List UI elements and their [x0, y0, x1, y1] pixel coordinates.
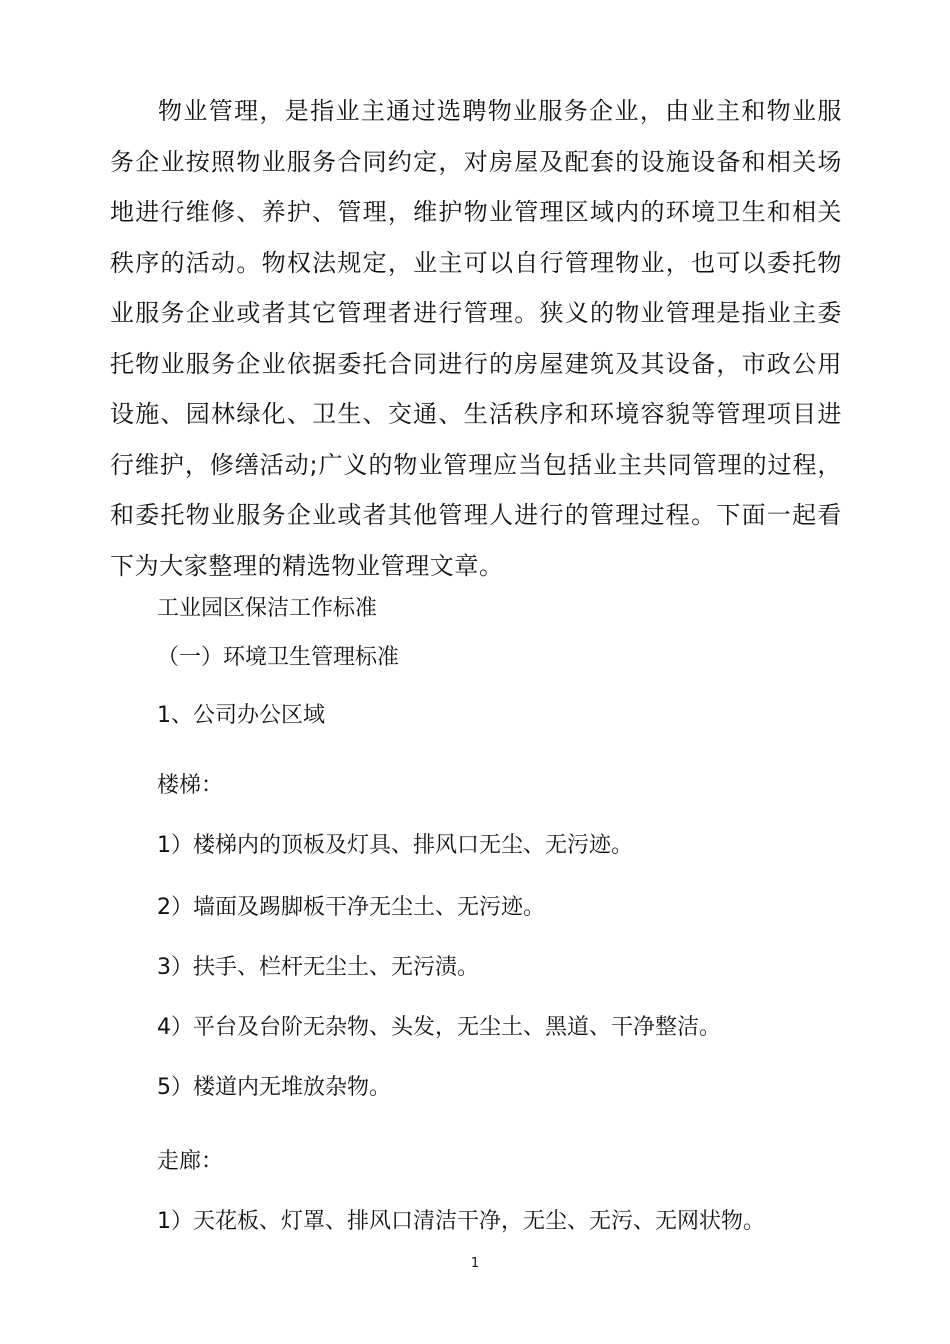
- stairs-item: 1）楼梯内的顶板及灯具、排风口无尘、无污迹。: [157, 833, 633, 858]
- corridor-item: 1）天花板、灯罩、排风口清洁干净，无尘、无污、无网状物。: [157, 1209, 765, 1234]
- stairs-item: 2）墙面及踢脚板干净无尘土、无污迹。: [157, 895, 545, 920]
- stairs-item: 4）平台及台阶无杂物、头发，无尘土、黑道、干净整洁。: [157, 1015, 721, 1040]
- intro-paragraph: 物业管理，是指业主通过选聘物业服务企业，由业主和物业服务企业按照物业服务合同约定，对房屋及配套的设施设备和相关场地进行维修、养护、管理，维护物业管理区域内的环境卫生和相关秩序的活动。物权法规定，业主可以自行管理物业，也可以委托物业服务企业或者其它管理者进行管理。狭义的物业管理是指业主委托物业服务企业依据委托合同进行的房屋建筑及其设备，市政公用设施、园林绿化、卫生、交通、生活秩序和环境容貌等管理项目进行维护，修缮活动;广义的物业管理应当包括业主共同管理的过程，和委托物业服务企业或者其他管理人进行的管理过程。下面一起看下为大家整理的精选物业管理文章。: [110, 97, 842, 580]
- subsection-title: （一）环境卫生管理标准: [157, 645, 400, 670]
- stairs-item: 3）扶手、栏杆无尘土、无污渍。: [157, 955, 479, 980]
- section-title: 工业园区保洁工作标准: [157, 596, 378, 621]
- corridor-heading: 走廊：: [157, 1149, 224, 1174]
- page-number: 1: [470, 1256, 480, 1271]
- item-1-title: 1、公司办公区域: [157, 703, 325, 728]
- stairs-item: 5）楼道内无堆放杂物。: [157, 1075, 391, 1100]
- stairs-heading: 楼梯：: [157, 773, 224, 798]
